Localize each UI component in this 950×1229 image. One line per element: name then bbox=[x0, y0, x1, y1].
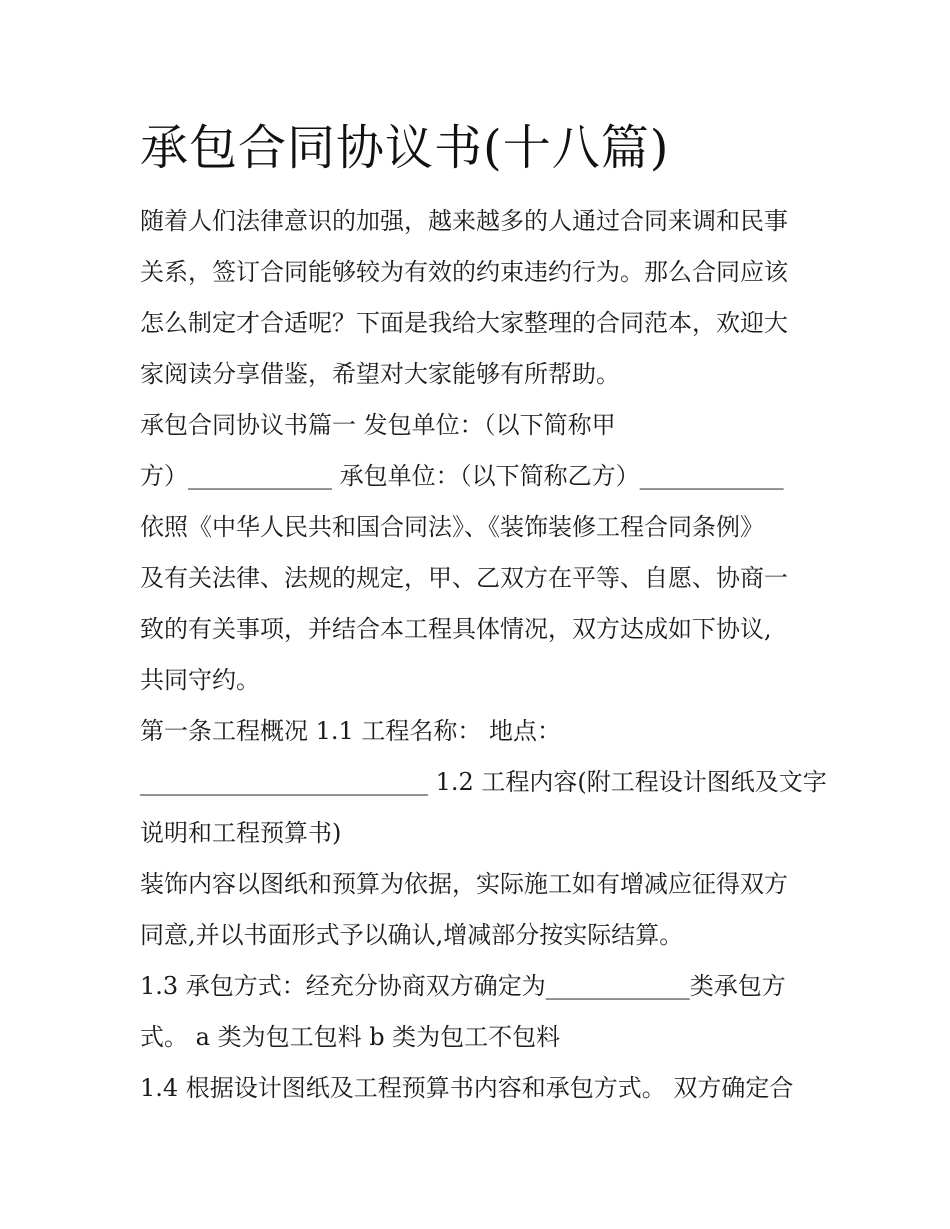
paragraph-line: 怎么制定才合适呢？下面是我给大家整理的合同范本，欢迎大 bbox=[140, 309, 788, 337]
paragraph-line: 方）____________ 承包单位：（以下简称乙方）____________ bbox=[140, 462, 784, 490]
paragraph-line: 同意,并以书面形式予以确认,增减部分按实际结算。 bbox=[140, 921, 684, 949]
paragraph-line: 致的有关事项，并结合本工程具体情况，双方达成如下协议, bbox=[140, 615, 772, 643]
paragraph-line: 1.4 根据设计图纸及工程预算书内容和承包方式。 双方确定合 bbox=[140, 1074, 794, 1102]
paragraph-line: 1.3 承包方式：经充分协商双方确定为____________类承包方 bbox=[140, 972, 786, 1000]
paragraph-line: 式。 a 类为包工包料 b 类为包工不包料 bbox=[140, 1023, 561, 1051]
paragraph-line: 共同守约。 bbox=[140, 666, 260, 694]
paragraph-line: 依照《中华人民共和国合同法》、《装饰装修工程合同条例》 bbox=[140, 513, 764, 541]
paragraph-line: ________________________ 1.2 工程内容(附工程设计图纸及文字 bbox=[140, 768, 827, 796]
document-title: 承包合同协议书(十八篇) bbox=[140, 120, 670, 176]
paragraph-line: 家阅读分享借鉴，希望对大家能够有所帮助。 bbox=[140, 360, 620, 388]
paragraph-line: 装饰内容以图纸和预算为依据，实际施工如有增减应征得双方 bbox=[140, 870, 788, 898]
paragraph-line: 承包合同协议书篇一 发包单位：（以下简称甲 bbox=[140, 411, 616, 439]
paragraph-line: 第一条工程概况 1.1 工程名称： 地点： bbox=[140, 717, 562, 745]
paragraph-line: 随着人们法律意识的加强，越来越多的人通过合同来调和民事 bbox=[140, 207, 788, 235]
paragraph-line: 及有关法律、法规的规定，甲、乙双方在平等、自愿、协商一 bbox=[140, 564, 788, 592]
paragraph-line: 说明和工程预算书) bbox=[140, 819, 342, 847]
paragraph-line: 关系，签订合同能够较为有效的约束违约行为。那么合同应该 bbox=[140, 258, 788, 286]
